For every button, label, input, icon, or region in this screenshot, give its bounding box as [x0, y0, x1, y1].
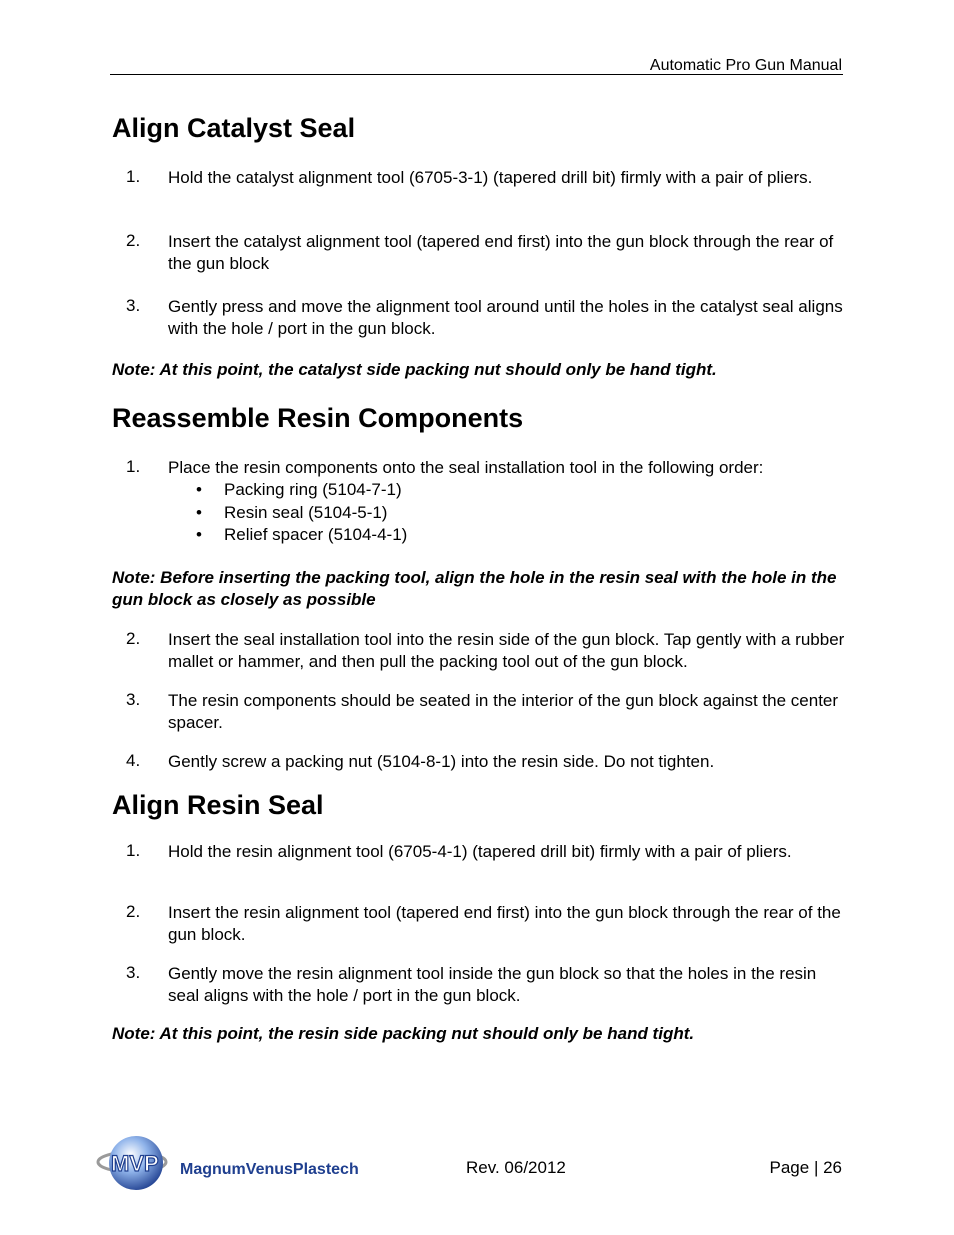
bullet-item: Relief spacer (5104-4-1): [224, 525, 408, 544]
step-number: 3.: [126, 690, 141, 709]
logo-mark: MVP: [111, 1151, 159, 1176]
step-text: Insert the seal installation tool into the resin side of the gun block. Tap gently with a rubber mallet or hammer, and then pull the packing tool out of the gun block.: [168, 630, 845, 671]
step-number: 1.: [126, 457, 141, 476]
manual-title: Automatic Pro Gun Manual: [649, 57, 842, 74]
note-catalyst: Note: At this point, the catalyst side packing nut should only be hand tight.: [112, 360, 717, 379]
step-number: 1.: [126, 167, 141, 186]
heading-reassemble-resin-components: Reassemble Resin Components: [112, 403, 524, 433]
step-text: Insert the resin alignment tool (tapered end first) into the gun block through the rear of the gun block.: [168, 903, 841, 944]
step-text: Gently move the resin alignment tool inside the gun block so that the holes in the resin seal aligns with the hole / port in the gun block.: [168, 964, 817, 1005]
step-number: 2.: [126, 231, 141, 250]
header-rule: [110, 74, 843, 75]
note-resin: Note: At this point, the resin side packing nut should only be hand tight.: [112, 1024, 695, 1043]
note-packing-tool: Note: Before inserting the packing tool, align the hole in the resin seal with the hole in the gun block as closely as possible: [112, 568, 837, 609]
bullet-icon: •: [196, 525, 202, 544]
step-number: 4.: [126, 751, 141, 770]
logo-wordmark: MagnumVenusPlastech: [180, 1161, 359, 1178]
step-text: Gently press and move the alignment tool around until the holes in the catalyst seal aligns with the hole / port in the gun block.: [168, 297, 843, 338]
step-number: 3.: [126, 963, 141, 982]
revision-date: Rev. 06/2012: [466, 1158, 566, 1177]
step-number: 1.: [126, 841, 141, 860]
bullet-icon: •: [196, 503, 202, 522]
heading-align-resin-seal: Align Resin Seal: [112, 790, 324, 820]
page-number: Page | 26: [769, 1158, 842, 1177]
step-text: Place the resin components onto the seal installation tool in the following order:: [168, 458, 764, 477]
step-number: 2.: [126, 902, 141, 921]
step-number: 3.: [126, 296, 141, 315]
bullet-icon: •: [196, 480, 202, 499]
bullet-item: Packing ring (5104-7-1): [224, 480, 402, 499]
step-text: Gently screw a packing nut (5104-8-1) into the resin side. Do not tighten.: [168, 752, 715, 771]
bullet-item: Resin seal (5104-5-1): [224, 503, 388, 522]
step-number: 2.: [126, 629, 141, 648]
step-text: Insert the catalyst alignment tool (tapered end first) into the gun block through the rear of the gun block: [168, 232, 834, 273]
step-text: Hold the resin alignment tool (6705-4-1) (tapered drill bit) firmly with a pair of pliers.: [168, 842, 792, 861]
heading-align-catalyst-seal: Align Catalyst Seal: [112, 113, 356, 143]
step-text: The resin components should be seated in the interior of the gun block against the center spacer.: [168, 691, 839, 732]
mvp-logo: [96, 1132, 386, 1194]
step-text: Hold the catalyst alignment tool (6705-3-1) (tapered drill bit) firmly with a pair of pliers.: [168, 168, 813, 187]
